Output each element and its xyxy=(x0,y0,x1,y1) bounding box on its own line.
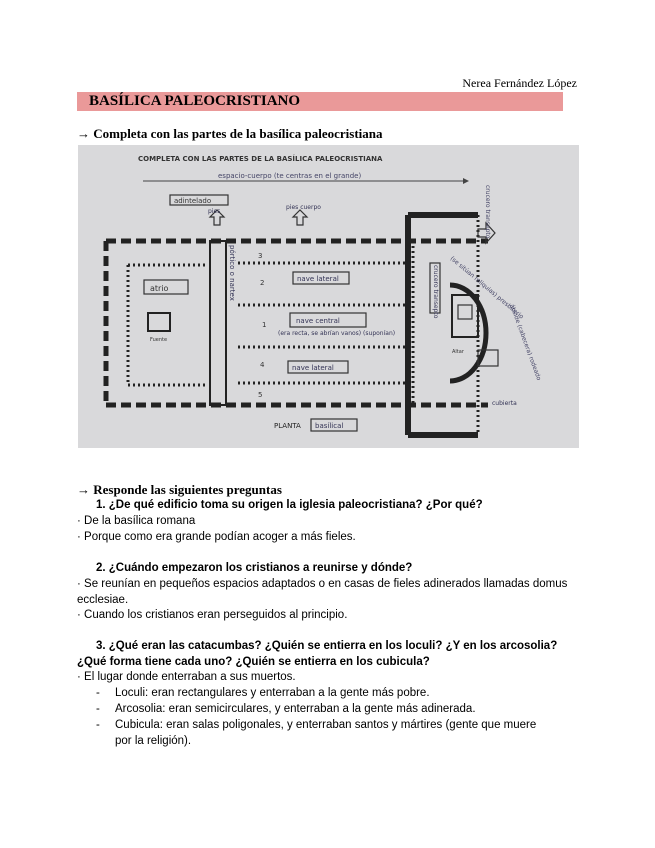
list-item: - Cubicula: eran salas poligonales, y enterraban santos y mártires (gente que muere por la religión). xyxy=(96,717,551,749)
list-item: - Arcosolia: eran semicirculares, y enterraban a la gente más adinerada. xyxy=(96,701,551,717)
label-adintelado: adintelado xyxy=(174,197,212,205)
title-banner xyxy=(77,92,563,111)
question-2: 2. ¿Cuándo empezaron los cristianos a reunirse y dónde? xyxy=(96,562,413,574)
label-atrio: atrio xyxy=(150,284,169,293)
label-altar: Altar xyxy=(452,349,464,355)
answer-1-line-1: · De la basílica romana xyxy=(77,515,196,527)
nave-number: 1 xyxy=(262,321,267,329)
page-title: BASÍLICA PALEOCRISTIANO xyxy=(89,93,301,109)
label-bema: ábside (cabecera) rodeado xyxy=(508,303,543,382)
worksheet-photo xyxy=(78,145,579,448)
worksheet-header: COMPLETA CON LAS PARTES DE LA BASÍLICA PALEOCRISTIANA xyxy=(138,155,383,163)
list-item-text: Arcosolia: eran semicirculares, y enterraban a la gente más adinerada. xyxy=(115,703,476,715)
label-nave-central-note: (era recta, se abrían vanos) (suponían) xyxy=(278,330,396,337)
question-1: 1. ¿De qué edificio toma su origen la iglesia paleocristiana? ¿Por qué? xyxy=(96,499,483,511)
list-item-text: Loculi: eran rectangulares y enterraban a la gente más pobre. xyxy=(115,687,430,699)
list-item: - Loculi: eran rectangulares y enterraban a la gente más pobre. xyxy=(96,685,551,701)
answer-3-intro: · El lugar donde enterraban a sus muertos. xyxy=(77,671,296,683)
label-pies: pies xyxy=(208,208,221,215)
label-espacio-cuerpo: espacio-cuerpo (te centras en el grande) xyxy=(218,172,362,180)
answer-2-line-1: · Se reunían en pequeños espacios adaptados o en casas de fieles adinerados llamadas domus ecclesiae. xyxy=(77,578,568,606)
label-planta-answer: basílical xyxy=(315,422,344,430)
section-heading-complete: → Completa con las partes de la basílica paleocristiana xyxy=(77,126,383,141)
label-nave-lateral-top: nave lateral xyxy=(297,275,339,283)
label-transepto-box: crucero transepto xyxy=(432,265,439,319)
answer-2-line-2: · Cuando los cristianos eran perseguidos al principio. xyxy=(77,609,348,621)
answer-1-line-2: · Porque como era grande podían acoger a más fieles. xyxy=(77,531,356,543)
nave-number: 2 xyxy=(260,279,265,287)
label-pies-cuerpo: pies cuerpo xyxy=(286,204,321,211)
question-3: 3. ¿Qué eran las catacumbas? ¿Quién se entierra en los loculi? ¿Y en los arcosolia? ¿Qué forma tiene cada uno? ¿Quién se entierra en los cubicula? xyxy=(77,640,558,668)
section-heading-questions: → Responde las siguientes preguntas xyxy=(77,482,282,497)
label-fuente: Fuente xyxy=(150,337,168,343)
nave-number: 3 xyxy=(258,252,263,260)
label-nave-central: nave central xyxy=(296,317,340,325)
label-portico: pórtico o nartex xyxy=(228,245,236,301)
label-cabecera-note: (se sitúan reliquias) presbiterio xyxy=(448,255,525,321)
nave-number: 4 xyxy=(260,361,265,369)
nave-number: 5 xyxy=(258,391,263,399)
list-item-text: Cubicula: eran salas poligonales, y enterraban santos y mártires (gente que muere por la religión). xyxy=(115,719,537,747)
label-cubierta: cubierta xyxy=(492,400,517,407)
author-name: Nerea Fernández López xyxy=(462,76,577,90)
label-nave-lateral-bottom: nave lateral xyxy=(292,364,334,372)
label-planta: PLANTA xyxy=(274,422,301,430)
basilica-plan-diagram xyxy=(78,145,579,448)
label-transepto: crucero transepto xyxy=(484,185,491,239)
